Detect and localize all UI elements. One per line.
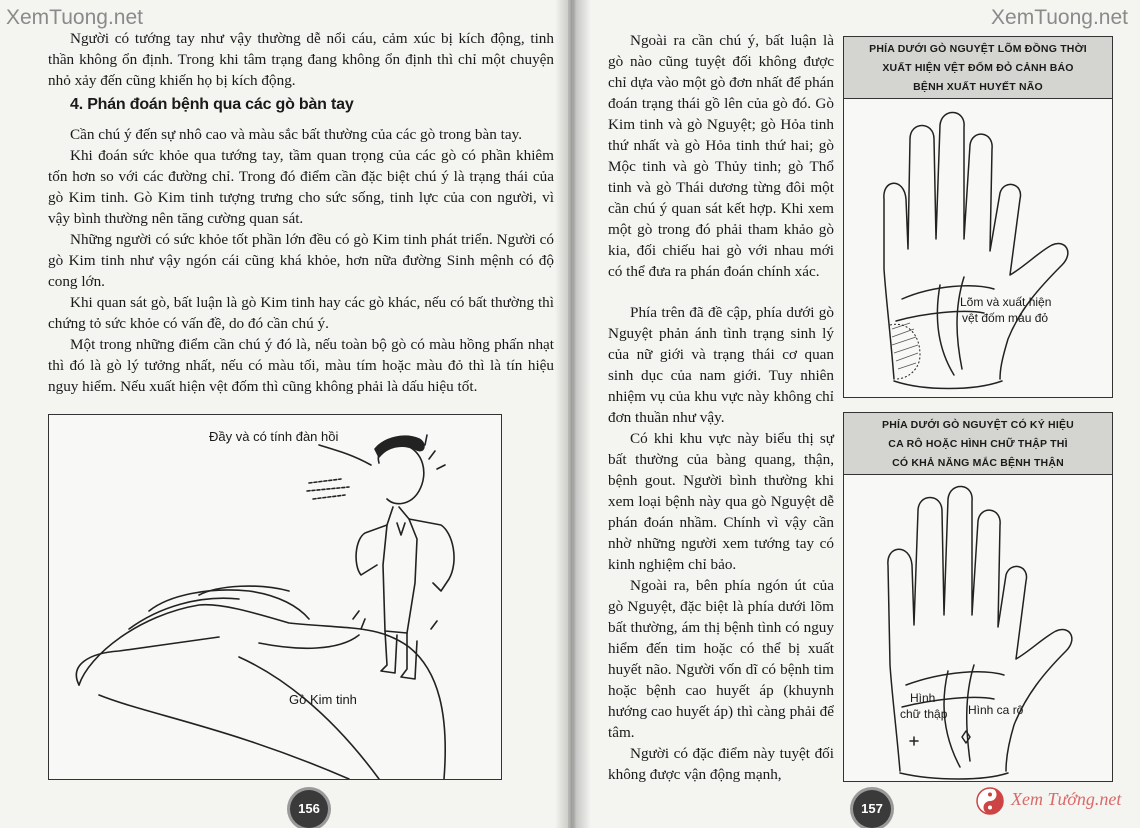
box2-label-cross-line2: chữ thập xyxy=(900,707,948,721)
box1-label-line1: Lõm và xuất hiện xyxy=(960,295,1052,309)
figure-box-brain-hemorrhage xyxy=(843,36,1113,398)
mount-venus-illustration xyxy=(48,414,502,780)
right-paragraph-3: Có khi khu vực này biểu thị sự bất thường của bàng quang, thận, bệnh gout. Người bình thường khi xem loại bệnh này qua gò Nguyệt dễ phán đoán nhầm. Chính vì vậy cần nhờ những người xem tướng tay có kinh nghiệm chỉ bảo. xyxy=(608,430,834,573)
left-paragraph-4: Những người có sức khỏe tốt phần lớn đều có gò Kim tinh phát triển. Người có gò Kim tinh như vậy ngón cái cũng khá khỏe, hơn nữa đường Sinh mệnh có độ cong lớn. xyxy=(48,231,554,290)
left-paragraph-1: Người có tướng tay như vậy thường dễ nổi cáu, cảm xúc bị kích động, tinh thần không ổn định. Trong khi tâm trạng đang không ổn định thì chỉ một chuyện nhỏ xảy đến cũng khiến họ bị kích động. xyxy=(48,30,554,89)
box2-label-cross-line1: Hình xyxy=(910,691,936,705)
left-paragraph-2: Cần chú ý đến sự nhô cao và màu sắc bất thường của các gò trong bàn tay. xyxy=(70,126,522,143)
box2-label-diamond: Hình ca rô xyxy=(968,703,1024,717)
palm-drawing-2 xyxy=(844,475,1112,781)
hand-and-man-drawing xyxy=(49,415,501,779)
label-mount-venus: Gò Kim tinh xyxy=(289,692,357,707)
logo-text: Xem Tướng.net xyxy=(1011,789,1122,809)
left-paragraph-6: Một trong những điểm cần chú ý đó là, nếu toàn bộ gò có màu hồng phấn nhạt thì đó là gò lý tưởng nhất, nếu có màu tối, màu tím hoặc màu đỏ thì là tín hiệu nguy hiểm. Nếu xuất hiện vệt đốm thì cũng không phải là dấu hiệu tốt. xyxy=(48,336,554,395)
box1-label-line2: vệt đốm màu đỏ xyxy=(962,311,1049,325)
right-paragraph-1: Ngoài ra cần chú ý, bất luận là gò nào cũng tuyệt đối không được chỉ dựa vào một gò đơn nhất để phán đoán trạng thái gồ lên của gò đó. Gò Kim tinh và gò Nguyệt; gò Hỏa tinh thứ nhất và gò Hỏa tinh thứ hai; gò Mộc tinh và gò Thủy tinh; gò Thổ tinh và gò Thái dương từng đôi một cần chú ý quan sát kết hợp. Khi xem một gò trong đó phải tham khảo gò kia, đối chiếu hai gò với nhau mới có thể đưa ra phán đoán chính xác. xyxy=(608,32,834,280)
box1-title: PHÍA DƯỚI GÒ NGUYỆT LÕM ĐỒNG THỜI XUẤT HIỆN VỆT ĐỐM ĐỎ CẢNH BÁO BỆNH XUẤT HUYẾT NÃO xyxy=(844,37,1112,99)
book-gutter xyxy=(555,0,591,828)
watermark-left: XemTuong.net xyxy=(6,6,143,29)
right-paragraph-5: Người có đặc điểm này tuyệt đối không được vận động mạnh, xyxy=(608,745,834,783)
label-elastic: Đầy và có tính đàn hồi xyxy=(209,429,339,444)
left-paragraph-5: Khi quan sát gò, bất luận là gò Kim tinh hay các gò khác, nếu có bất thường thì chứng tỏ sức khỏe có vấn đề, do đó cần chú ý. xyxy=(48,294,554,332)
site-logo xyxy=(975,786,1135,816)
box2-title: PHÍA DƯỚI GÒ NGUYỆT CÓ KÝ HIỆU CA RÔ HOẶC HÌNH CHỮ THẬP THÌ CÓ KHẢ NĂNG MẮC BỆNH THẬN xyxy=(844,413,1112,475)
section-heading: 4. Phán đoán bệnh qua các gò bàn tay xyxy=(70,96,354,113)
yin-yang-icon xyxy=(975,786,1005,816)
right-paragraph-2: Phía trên đã đề cập, phía dưới gò Nguyệt phản ánh tình trạng sinh lý của nữ giới và trạng thái cơ quan sinh dục của nam giới. Tuy nhiên nhiệm vụ của khu vực này không chỉ đơn thuần như vậy. xyxy=(608,304,834,426)
page-number-right: 157 xyxy=(853,790,891,828)
page-number-left: 156 xyxy=(290,790,328,828)
figure-box-kidney-disease xyxy=(843,412,1113,782)
watermark-right: XemTuong.net xyxy=(991,6,1128,29)
left-paragraph-3: Khi đoán sức khỏe qua tướng tay, tầm quan trọng của các gò có phần khiêm tốn hơn so với các đường chỉ. Trong đó điểm cần đặc biệt chú ý là trạng thái của gò Kim tinh. Gò Kim tinh tượng trưng cho sức sống, tinh lực của con người, vì vậy bình thường nên tăng cường quan sát. xyxy=(48,147,554,227)
palm-drawing-1 xyxy=(844,99,1112,397)
right-paragraph-4: Ngoài ra, bên phía ngón út của gò Nguyệt, đặc biệt là phía dưới lõm bất thường, ám thị bệnh tình có nguy hiểm đến tim hoặc có thể bị xuất huyết não. Người vốn dĩ có bệnh tim hoặc bệnh cao huyết áp (khuynh hướng cao huyết áp) thì càng phải để tâm. xyxy=(608,577,834,741)
